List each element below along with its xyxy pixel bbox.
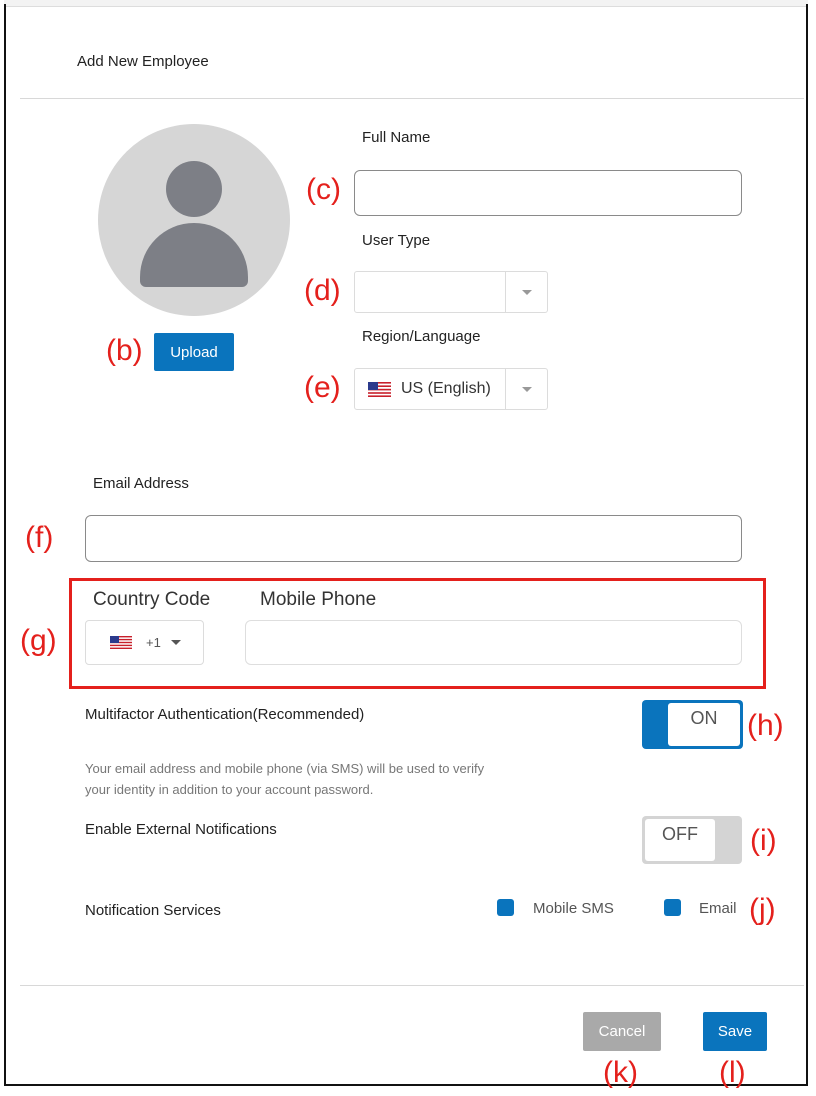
- mfa-label: Multifactor Authentication(Recommended): [85, 706, 365, 723]
- external-notifications-label: Enable External Notifications: [85, 821, 277, 838]
- annotation-k: (k): [603, 1056, 638, 1089]
- mobile-phone-label: Mobile Phone: [260, 589, 377, 610]
- save-button[interactable]: Save: [703, 1012, 767, 1051]
- mfa-toggle[interactable]: [642, 700, 743, 749]
- annotation-j: (j): [749, 893, 776, 926]
- us-flag-icon: [368, 382, 391, 397]
- region-select[interactable]: [354, 368, 548, 410]
- annotation-e: (e): [304, 371, 341, 404]
- mobile-phone-input[interactable]: [245, 620, 742, 665]
- annotation-g: (g): [20, 624, 57, 657]
- cancel-button[interactable]: Cancel: [583, 1012, 661, 1051]
- country-code-label: Country Code: [93, 589, 211, 610]
- mfa-help-line-2: your identity in addition to your account password.: [85, 782, 374, 797]
- region-value: US (English): [401, 380, 491, 397]
- mobile-sms-label: Mobile SMS: [533, 900, 614, 917]
- header-divider: [20, 98, 804, 99]
- annotation-d: (d): [304, 274, 341, 307]
- user-type-dropdown-toggle[interactable]: [505, 272, 547, 312]
- user-type-label: User Type: [362, 232, 431, 249]
- notification-services-label: Notification Services: [85, 902, 221, 919]
- dialog-title: Add New Employee: [77, 53, 209, 70]
- annotation-f: (f): [25, 521, 54, 554]
- country-code-select[interactable]: [85, 620, 204, 665]
- avatar-head-icon: [166, 161, 222, 217]
- region-value-wrap: [355, 380, 505, 398]
- annotation-l: (l): [719, 1056, 746, 1089]
- full-name-input[interactable]: [354, 170, 742, 216]
- region-dropdown-toggle[interactable]: [505, 369, 547, 409]
- upload-button[interactable]: Upload: [154, 333, 234, 371]
- email-label: Email Address: [93, 475, 189, 492]
- avatar-placeholder: [98, 124, 290, 316]
- user-type-select[interactable]: [354, 271, 548, 313]
- email-option-label: Email: [699, 900, 737, 917]
- footer-divider: [20, 985, 804, 986]
- email-input[interactable]: [85, 515, 742, 562]
- chevron-down-icon: [171, 640, 181, 645]
- chevron-down-icon: [522, 387, 532, 392]
- region-label: Region/Language: [362, 328, 481, 345]
- chevron-down-icon: [522, 290, 532, 295]
- mfa-help-line-1: Your email address and mobile phone (via SMS) will be used to verify: [85, 761, 485, 776]
- email-checkbox[interactable]: [664, 899, 681, 916]
- annotation-c: (c): [306, 173, 341, 206]
- mfa-toggle-state: ON: [668, 703, 740, 746]
- us-flag-icon: [110, 636, 132, 649]
- external-notifications-toggle-state: OFF: [645, 819, 715, 861]
- country-code-value: +1: [146, 635, 161, 650]
- external-notifications-toggle[interactable]: [642, 816, 742, 864]
- full-name-label: Full Name: [362, 129, 431, 146]
- avatar-body-icon: [140, 223, 248, 287]
- annotation-h: (h): [747, 709, 784, 742]
- mobile-sms-checkbox[interactable]: [497, 899, 514, 916]
- annotation-i: (i): [750, 824, 777, 857]
- annotation-b: (b): [106, 334, 143, 367]
